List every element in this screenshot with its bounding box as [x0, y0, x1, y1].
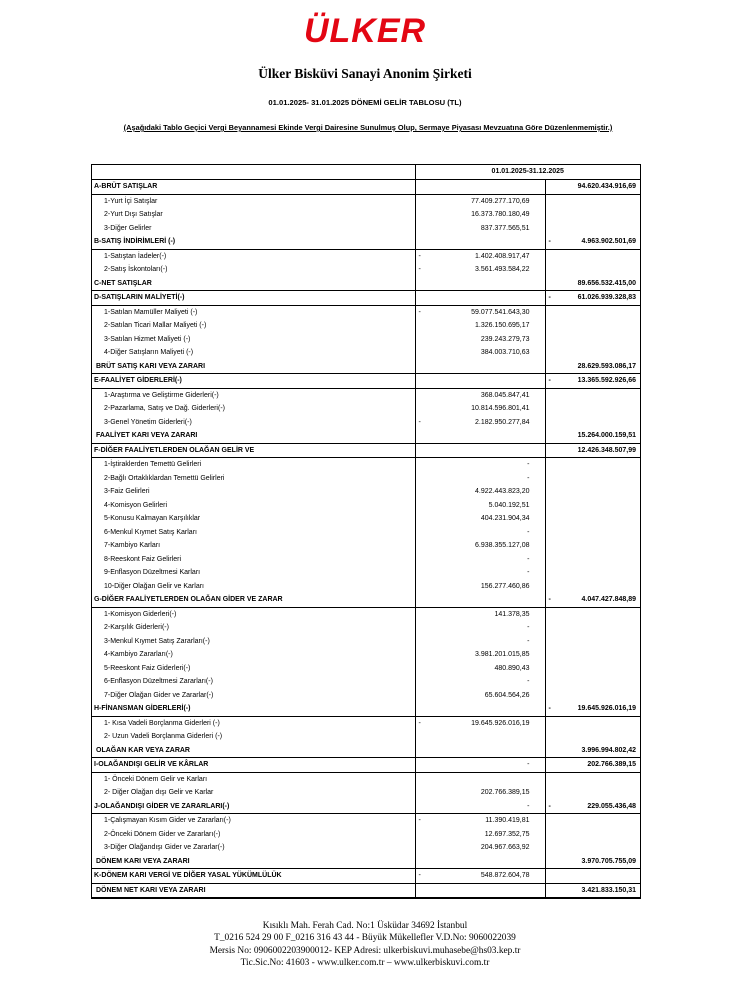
- row-label: OLAĞAN KAR VEYA ZARAR: [92, 744, 415, 758]
- detail-value-cell: [415, 648, 545, 662]
- detail-value: 368.045.847,41: [480, 391, 530, 399]
- detail-value: 12.697.352,75: [484, 830, 530, 838]
- detail-value: 59.077.541.643,30: [471, 308, 530, 316]
- detail-value-cell: [415, 730, 545, 744]
- detail-value: -: [527, 624, 530, 631]
- statement-note: (Aşağıdaki Tablo Geçici Vergi Beyannamesi Ekinde Vergi Dairesine Sunulmuş Olup, Sermaye Piyasası Mevzuatına Göre Düzenlenmemiştir.): [123, 123, 613, 132]
- detail-value-cell: [415, 772, 545, 786]
- total-value-cell: [545, 800, 640, 814]
- detail-value: 65.604.564,26: [484, 691, 530, 699]
- row-label: 5-Konusu Kalmayan Karşılıklar: [92, 512, 415, 526]
- table-row: [92, 194, 640, 208]
- table-row: [92, 621, 640, 635]
- table-row: [92, 855, 640, 869]
- table-row: [92, 402, 640, 416]
- detail-value-cell: [415, 443, 545, 458]
- detail-value-cell: [415, 333, 545, 347]
- row-label: K-DÖNEM KARI VERGİ VE DİĞER YASAL YÜKÜMLÜLÜK: [92, 869, 415, 884]
- detail-value-cell: [415, 566, 545, 580]
- table-row: [92, 786, 640, 800]
- table-row: [92, 319, 640, 333]
- detail-value-cell: [415, 814, 545, 828]
- table-row: [92, 607, 640, 621]
- table-row: [92, 499, 640, 513]
- total-value: 89.656.532.415,00: [577, 279, 636, 287]
- detail-value-cell: [415, 429, 545, 443]
- table-row: [92, 277, 640, 291]
- table-row: [92, 841, 640, 855]
- detail-value-cell: [415, 607, 545, 621]
- row-label: 2-Yurt Dışı Satışlar: [92, 208, 415, 222]
- total-value-cell: [545, 883, 640, 898]
- table-header-row: [92, 165, 640, 180]
- total-sign: -: [548, 238, 551, 245]
- table-row: [92, 689, 640, 703]
- detail-value: 204.967.663,92: [480, 844, 530, 851]
- row-label: 2-Önceki Dönem Gider ve Zararları(-): [92, 828, 415, 842]
- table-row: [92, 388, 640, 402]
- detail-value: 5.040.192,51: [488, 501, 530, 509]
- detail-value: 239.243.279,73: [480, 335, 530, 343]
- detail-value: -: [527, 678, 530, 685]
- detail-value-cell: [415, 675, 545, 689]
- detail-value-cell: [415, 841, 545, 855]
- total-value-cell: [545, 566, 640, 580]
- total-value-cell: [545, 553, 640, 567]
- total-value-cell: [545, 346, 640, 360]
- row-label: I-OLAĞANDIŞI GELİR VE KÂRLAR: [92, 758, 415, 773]
- row-label: DÖNEM KARI VEYA ZARARI: [92, 855, 415, 869]
- detail-value: 10.814.596.801,41: [471, 405, 530, 412]
- table-row: [92, 485, 640, 499]
- table-row: [92, 702, 640, 716]
- total-value-cell: [545, 360, 640, 374]
- total-value-cell: [545, 814, 640, 828]
- table-row: [92, 263, 640, 277]
- row-label: B-SATIŞ İNDİRİMLERİ (-): [92, 235, 415, 249]
- detail-value: -: [527, 761, 530, 768]
- detail-value: -: [527, 528, 530, 536]
- total-value-cell: [545, 621, 640, 635]
- footer-mersis: Mersis No: 0906002203900012- KEP Adresi: ulkerbiskuvi.muhasebe@hs03.kep.tr: [209, 945, 521, 956]
- detail-value-cell: [415, 291, 545, 306]
- row-label: 3-Genel Yönetim Giderleri(-): [92, 416, 415, 430]
- total-value-cell: [545, 249, 640, 263]
- table-row: [92, 429, 640, 443]
- total-value-cell: [545, 662, 640, 676]
- row-label: 7-Kambiyo Karları: [92, 539, 415, 553]
- statement-title: 01.01.2025- 31.01.2025 DÖNEMİ GELİR TABLOSU (TL): [268, 98, 462, 107]
- detail-value-cell: [415, 458, 545, 472]
- table-row: [92, 305, 640, 319]
- total-value-cell: [545, 841, 640, 855]
- footer-registry: Tic.Sic.No: 41603 - www.ulker.com.tr – www.ulkerbiskuvi.com.tr: [240, 958, 490, 969]
- total-value: 229.055.436,48: [587, 802, 636, 810]
- footer-phone: T_0216 524 29 00 F_0216 316 43 44 - Büyük Mükellefler V.D.No: 9060022039: [214, 933, 516, 944]
- row-label: 6-Enflasyon Düzeltmesi Zararları(-): [92, 675, 415, 689]
- detail-value: 4.922.443.823,20: [475, 488, 530, 495]
- detail-value-cell: [415, 621, 545, 635]
- detail-value-cell: [415, 305, 545, 319]
- row-label: 7-Diğer Olağan Gider ve Zararlar(-): [92, 689, 415, 703]
- total-value-cell: [545, 208, 640, 222]
- table-row: [92, 458, 640, 472]
- row-label: J-OLAĞANDIŞI GİDER VE ZARARLARI(-): [92, 800, 415, 814]
- total-value-cell: [545, 402, 640, 416]
- detail-value-cell: [415, 539, 545, 553]
- total-value-cell: [545, 416, 640, 430]
- detail-value-cell: [415, 662, 545, 676]
- row-label: 3-Menkul Kıymet Satış Zararları(-): [92, 635, 415, 649]
- total-sign: -: [548, 802, 551, 810]
- detail-value: 480.890,43: [494, 664, 530, 672]
- total-value-cell: [545, 730, 640, 744]
- detail-value-cell: [415, 828, 545, 842]
- total-value: 202.766.389,15: [587, 761, 636, 768]
- detail-value: 11.390.419,81: [485, 817, 530, 824]
- detail-value: 384.003.710,63: [480, 349, 530, 356]
- table-row: [92, 593, 640, 607]
- total-value-cell: [545, 472, 640, 486]
- detail-value-cell: [415, 786, 545, 800]
- detail-value-cell: [415, 194, 545, 208]
- table-row: [92, 800, 640, 814]
- table-row: [92, 360, 640, 374]
- total-value-cell: [545, 648, 640, 662]
- row-label: 2-Satılan Ticari Mallar Maliyeti (-): [92, 319, 415, 333]
- table-row: [92, 512, 640, 526]
- table-row: [92, 235, 640, 249]
- row-label: H-FİNANSMAN GİDERLERİ(-): [92, 702, 415, 716]
- total-value-cell: [545, 539, 640, 553]
- detail-value: 16.373.780.180,49: [471, 211, 530, 218]
- row-label: 10-Diğer Olağan Gelir ve Karları: [92, 580, 415, 594]
- detail-value-cell: [415, 883, 545, 898]
- detail-value-cell: [415, 553, 545, 567]
- total-value-cell: [545, 702, 640, 716]
- row-label: 3-Satılan Hizmet Maliyeti (-): [92, 333, 415, 347]
- detail-value: 3.981.201.015,85: [475, 651, 530, 658]
- table-row: [92, 758, 640, 773]
- detail-sign: -: [418, 872, 421, 879]
- total-value: 15.264.000.159,51: [577, 432, 636, 439]
- period-header: 01.01.2025-31.12.2025: [415, 165, 640, 180]
- detail-value: 141.378,35: [494, 610, 530, 618]
- detail-value-cell: [415, 716, 545, 730]
- company-name: Ülker Bisküvi Sanayi Anonim Şirketi: [258, 66, 472, 81]
- row-label: F-DİĞER FAALİYETLERDEN OLAĞAN GELİR VE: [92, 443, 415, 458]
- table-row: [92, 553, 640, 567]
- detail-value: 1.326.150.695,17: [475, 322, 530, 329]
- footer: [0, 920, 730, 970]
- row-label: G-DİĞER FAALİYETLERDEN OLAĞAN GİDER VE ZARAR: [92, 593, 415, 607]
- detail-value-cell: [415, 388, 545, 402]
- total-value-cell: [545, 716, 640, 730]
- row-label: 4-Diğer Satışların Maliyeti (-): [92, 346, 415, 360]
- total-value-cell: [545, 675, 640, 689]
- total-value: 3.996.994.802,42: [581, 746, 636, 754]
- detail-value-cell: [415, 689, 545, 703]
- total-value-cell: [545, 443, 640, 458]
- total-sign: -: [548, 294, 551, 301]
- detail-sign: -: [418, 418, 421, 426]
- table-row: [92, 662, 640, 676]
- table-row: [92, 635, 640, 649]
- detail-value-cell: [415, 800, 545, 814]
- detail-value: 19.645.926.016,19: [471, 719, 530, 727]
- table-row: [92, 374, 640, 389]
- table-row: [92, 744, 640, 758]
- detail-value: 3.561.493.584,22: [475, 266, 530, 273]
- detail-value-cell: [415, 416, 545, 430]
- table-row: [92, 416, 640, 430]
- footer-address: Kısıklı Mah. Ferah Cad. No:1 Üsküdar 34692 İstanbul: [262, 921, 468, 931]
- detail-value-cell: [415, 249, 545, 263]
- total-value-cell: [545, 607, 640, 621]
- detail-value-cell: [415, 263, 545, 277]
- total-value: 4.963.902.501,69: [581, 238, 636, 245]
- row-label: 3-Faiz Gelirleri: [92, 485, 415, 499]
- detail-value: -: [527, 637, 530, 645]
- row-label: C-NET SATIŞLAR: [92, 277, 415, 291]
- detail-value-cell: [415, 499, 545, 513]
- detail-value: -: [527, 569, 530, 576]
- table-row: [92, 333, 640, 347]
- table-row: [92, 730, 640, 744]
- row-label: 9-Enflasyon Düzeltmesi Karları: [92, 566, 415, 580]
- detail-value-cell: [415, 472, 545, 486]
- table-row: [92, 180, 640, 195]
- total-value-cell: [545, 828, 640, 842]
- table-row: [92, 675, 640, 689]
- row-label: 1-İştiraklerden Temettü Gelirleri: [92, 458, 415, 472]
- detail-value: -: [527, 802, 530, 810]
- row-label: 3-Diğer Gelirler: [92, 222, 415, 236]
- detail-value-cell: [415, 593, 545, 607]
- total-value-cell: [545, 512, 640, 526]
- total-value-cell: [545, 593, 640, 607]
- detail-value-cell: [415, 402, 545, 416]
- detail-value-cell: [415, 180, 545, 195]
- detail-value-cell: [415, 360, 545, 374]
- row-label: 1- Kısa Vadeli Borçlanma Giderleri (-): [92, 716, 415, 730]
- total-value-cell: [545, 305, 640, 319]
- row-label: BRÜT SATIŞ KARI VEYA ZARARI: [92, 360, 415, 374]
- detail-value-cell: [415, 277, 545, 291]
- detail-value-cell: [415, 855, 545, 869]
- total-sign: -: [548, 596, 551, 603]
- table-row: [92, 648, 640, 662]
- row-label: 2- Uzun Vadeli Borçlanma Giderleri (-): [92, 730, 415, 744]
- total-value: 3.421.833.150,31: [581, 886, 636, 894]
- row-label: 2-Karşılık Giderleri(-): [92, 621, 415, 635]
- row-label: 8-Reeskont Faiz Gelirleri: [92, 553, 415, 567]
- row-label: A-BRÜT SATIŞLAR: [92, 180, 415, 195]
- table-row: [92, 208, 640, 222]
- total-sign: -: [548, 705, 551, 712]
- total-value-cell: [545, 855, 640, 869]
- detail-value-cell: [415, 235, 545, 249]
- detail-value: 837.377.565,51: [480, 224, 530, 232]
- table-row: [92, 526, 640, 540]
- total-value-cell: [545, 263, 640, 277]
- total-sign: -: [548, 377, 551, 384]
- total-value-cell: [545, 180, 640, 195]
- row-label: 1-Araştırma ve Geliştirme Giderleri(-): [92, 388, 415, 402]
- detail-value: -: [527, 555, 530, 563]
- total-value: 28.629.593.086,17: [577, 362, 636, 370]
- detail-value-cell: [415, 346, 545, 360]
- detail-value-cell: [415, 319, 545, 333]
- total-value-cell: [545, 526, 640, 540]
- table-row: [92, 716, 640, 730]
- row-label: 1-Çalışmayan Kısım Gider ve Zararları(-): [92, 814, 415, 828]
- row-label: 4-Kambiyo Zararları(-): [92, 648, 415, 662]
- total-value-cell: [545, 235, 640, 249]
- detail-value-cell: [415, 208, 545, 222]
- table-row: [92, 291, 640, 306]
- table-row: [92, 566, 640, 580]
- row-label: 1- Önceki Dönem Gelir ve Karları: [92, 772, 415, 786]
- detail-value: 1.402.408.917,47: [475, 252, 530, 260]
- ulker-logo: ÜLKER: [303, 12, 427, 50]
- detail-value-cell: [415, 635, 545, 649]
- detail-value-cell: [415, 580, 545, 594]
- detail-value-cell: [415, 222, 545, 236]
- detail-sign: -: [418, 719, 421, 727]
- detail-value: -: [527, 461, 530, 468]
- table-row: [92, 828, 640, 842]
- row-label: 1-Komisyon Giderleri(-): [92, 607, 415, 621]
- detail-value-cell: [415, 744, 545, 758]
- total-value-cell: [545, 388, 640, 402]
- detail-value-cell: [415, 702, 545, 716]
- table-row: [92, 346, 640, 360]
- row-label: 2- Diğer Olağan dışı Gelir ve Karlar: [92, 786, 415, 800]
- detail-value-cell: [415, 485, 545, 499]
- total-value-cell: [545, 786, 640, 800]
- total-value-cell: [545, 499, 640, 513]
- detail-sign: -: [418, 817, 421, 824]
- table-row: [92, 580, 640, 594]
- row-label: 1-Yurt İçi Satışlar: [92, 194, 415, 208]
- total-value-cell: [545, 580, 640, 594]
- total-value: 13.365.592.926,66: [577, 377, 636, 384]
- table-row: [92, 883, 640, 898]
- total-value-cell: [545, 689, 640, 703]
- total-value-cell: [545, 458, 640, 472]
- detail-sign: -: [418, 266, 421, 273]
- row-label: 3-Diğer Olağandışı Gider ve Zararlar(-): [92, 841, 415, 855]
- row-label: D-SATIŞLARIN MALİYETİ(-): [92, 291, 415, 306]
- detail-value-cell: [415, 758, 545, 773]
- table-row: [92, 772, 640, 786]
- total-value-cell: [545, 277, 640, 291]
- row-label: 2-Pazarlama, Satış ve Dağ. Giderleri(-): [92, 402, 415, 416]
- row-label: 6-Menkul Kıymet Satış Karları: [92, 526, 415, 540]
- total-value-cell: [545, 635, 640, 649]
- detail-value: 202.766.389,15: [480, 789, 530, 796]
- row-label: 5-Reeskont Faiz Giderleri(-): [92, 662, 415, 676]
- row-label: DÖNEM NET KARI VEYA ZARARI: [92, 883, 415, 898]
- row-label: 4-Komisyon Gelirleri: [92, 499, 415, 513]
- total-value-cell: [545, 758, 640, 773]
- detail-value-cell: [415, 869, 545, 884]
- table-row: [92, 249, 640, 263]
- total-value-cell: [545, 333, 640, 347]
- total-value: 4.047.427.848,89: [581, 596, 636, 603]
- total-value: 12.426.348.507,99: [577, 446, 636, 454]
- detail-value: -: [527, 474, 530, 482]
- total-value: 3.970.705.755,09: [581, 857, 636, 865]
- table-row: [92, 472, 640, 486]
- table-row: [92, 814, 640, 828]
- table-row: [92, 539, 640, 553]
- row-label: E-FAALİYET GİDERLERİ(-): [92, 374, 415, 389]
- row-label: 2-Satış İskontoları(-): [92, 263, 415, 277]
- detail-value-cell: [415, 526, 545, 540]
- table-row: [92, 869, 640, 884]
- total-value-cell: [545, 485, 640, 499]
- detail-value-cell: [415, 512, 545, 526]
- total-value-cell: [545, 772, 640, 786]
- detail-value: 404.231.904,34: [480, 515, 530, 522]
- detail-sign: -: [418, 308, 421, 316]
- detail-value: 548.872.604,78: [480, 872, 530, 879]
- total-value-cell: [545, 429, 640, 443]
- total-value: 94.620.434.916,69: [577, 183, 636, 190]
- total-value-cell: [545, 194, 640, 208]
- total-value-cell: [545, 374, 640, 389]
- detail-value: 2.182.950.277,84: [475, 418, 530, 426]
- total-value-cell: [545, 744, 640, 758]
- income-statement-table: [91, 164, 641, 899]
- detail-value-cell: [415, 374, 545, 389]
- detail-sign: -: [418, 252, 421, 260]
- row-label: 1-Satıştan İadeler(-): [92, 249, 415, 263]
- detail-value: 6.938.355.127,08: [475, 542, 530, 549]
- row-label: 1-Satılan Mamüller Maliyeti (-): [92, 305, 415, 319]
- total-value-cell: [545, 291, 640, 306]
- detail-value: 156.277.460,86: [480, 582, 530, 590]
- total-value-cell: [545, 869, 640, 884]
- total-value: 61.026.939.328,83: [577, 294, 636, 301]
- table-row: [92, 222, 640, 236]
- total-value-cell: [545, 319, 640, 333]
- detail-value: 77.409.277.170,69: [471, 197, 530, 205]
- row-label: 2-Bağlı Ortaklıklardan Temettü Gelirleri: [92, 472, 415, 486]
- table-row: [92, 443, 640, 458]
- row-label: FAALİYET KARI VEYA ZARARI: [92, 429, 415, 443]
- total-value-cell: [545, 222, 640, 236]
- total-value: 19.645.926.016,19: [577, 705, 636, 712]
